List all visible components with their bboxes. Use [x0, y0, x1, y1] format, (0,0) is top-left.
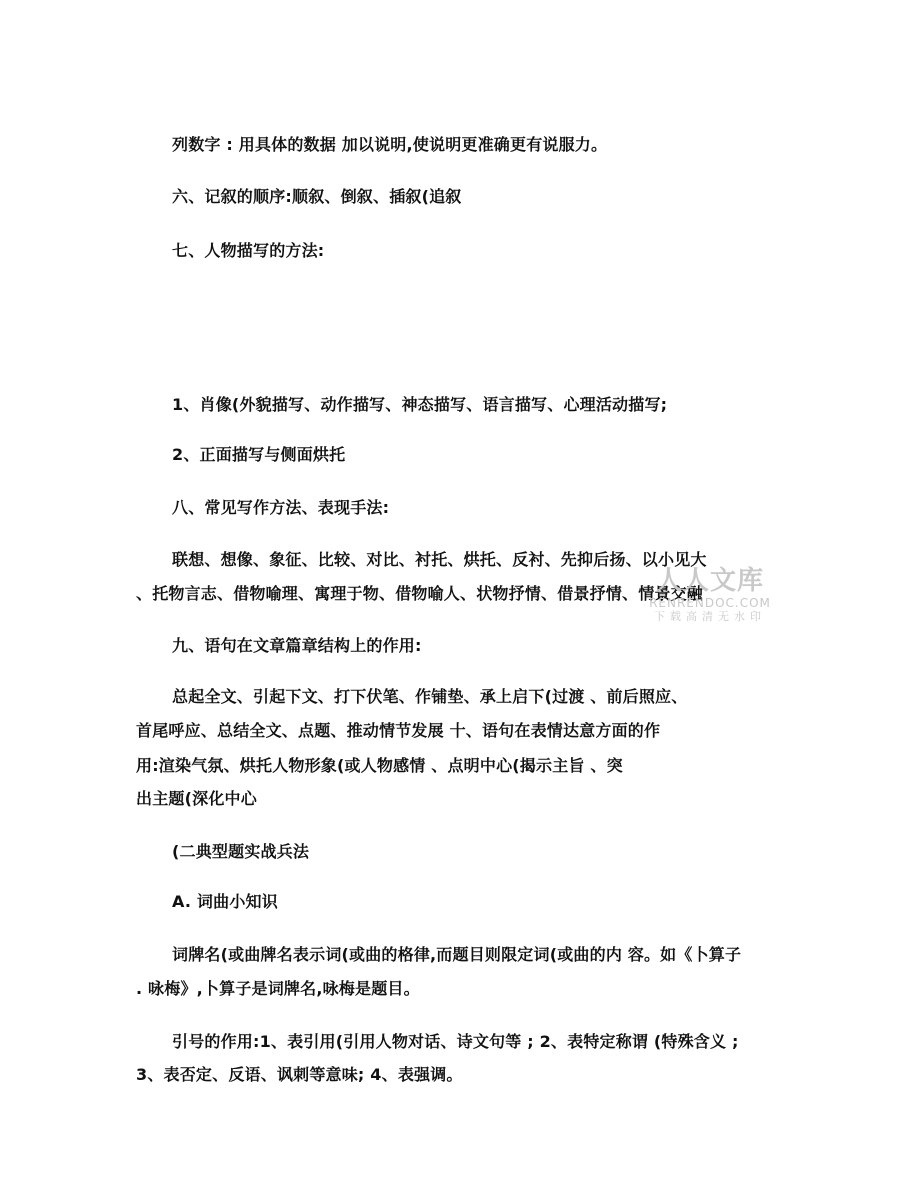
text-line-18: 引号的作用:1、表引用(引用人物对话、诗文句等 ; 2、表特定称谓 (特殊含义 ; — [172, 1032, 739, 1051]
text-line-11: 首尾呼应、总结全文、点题、推动情节发展 十、语句在表情达意方面的作 — [136, 721, 661, 740]
text-line-17: . 咏梅》,卜算子是词牌名,咏梅是题目。 — [136, 979, 420, 998]
text-line-13: 出主题(深化中心 — [136, 789, 257, 808]
watermark-subtitle: 下载高清无水印 — [654, 610, 766, 623]
text-line-5: 2、正面描写与侧面烘托 — [172, 445, 346, 464]
text-line-4: 1、肖像(外貌描写、动作描写、神态描写、语言描写、心理活动描写; — [172, 395, 668, 414]
watermark-title: 人人文库 — [655, 566, 764, 596]
text-line-3: 七、人物描写的方法: — [172, 241, 325, 260]
watermark-logo — [646, 566, 774, 624]
text-line-8: 、托物言志、借物喻理、寓理于物、借物喻人、状物抒情、借景抒情、情景交融 — [136, 584, 704, 603]
text-line-19: 3、表否定、反语、讽刺等意味; 4、表强调。 — [136, 1065, 463, 1084]
watermark-domain: RENRENDOC.COM — [649, 596, 771, 610]
text-line-2: 六、记叙的顺序:顺叙、倒叙、插叙(追叙 — [172, 187, 462, 206]
text-line-6: 八、常见写作方法、表现手法: — [172, 498, 390, 517]
text-line-9: 九、语句在文章篇章结构上的作用: — [172, 636, 422, 655]
text-line-15: A. 词曲小知识 — [172, 892, 278, 911]
text-line-1: 列数字 : 用具体的数据 加以说明,使说明更准确更有说服力。 — [172, 135, 608, 154]
text-line-12: 用:渲染气氛、烘托人物形象(或人物感情 、点明中心(揭示主旨 、突 — [136, 756, 623, 775]
text-line-7: 联想、想像、象征、比较、对比、衬托、烘托、反衬、先抑后扬、以小见大 — [172, 550, 707, 569]
text-line-14: (二典型题实战兵法 — [172, 842, 310, 861]
text-line-10: 总起全文、引起下文、打下伏笔、作铺垫、承上启下(过渡 、前后照应、 — [172, 687, 688, 706]
text-line-16: 词牌名(或曲牌名表示词(或曲的格律,而题目则限定词(或曲的内 容。如《卜算子 — [172, 945, 742, 964]
